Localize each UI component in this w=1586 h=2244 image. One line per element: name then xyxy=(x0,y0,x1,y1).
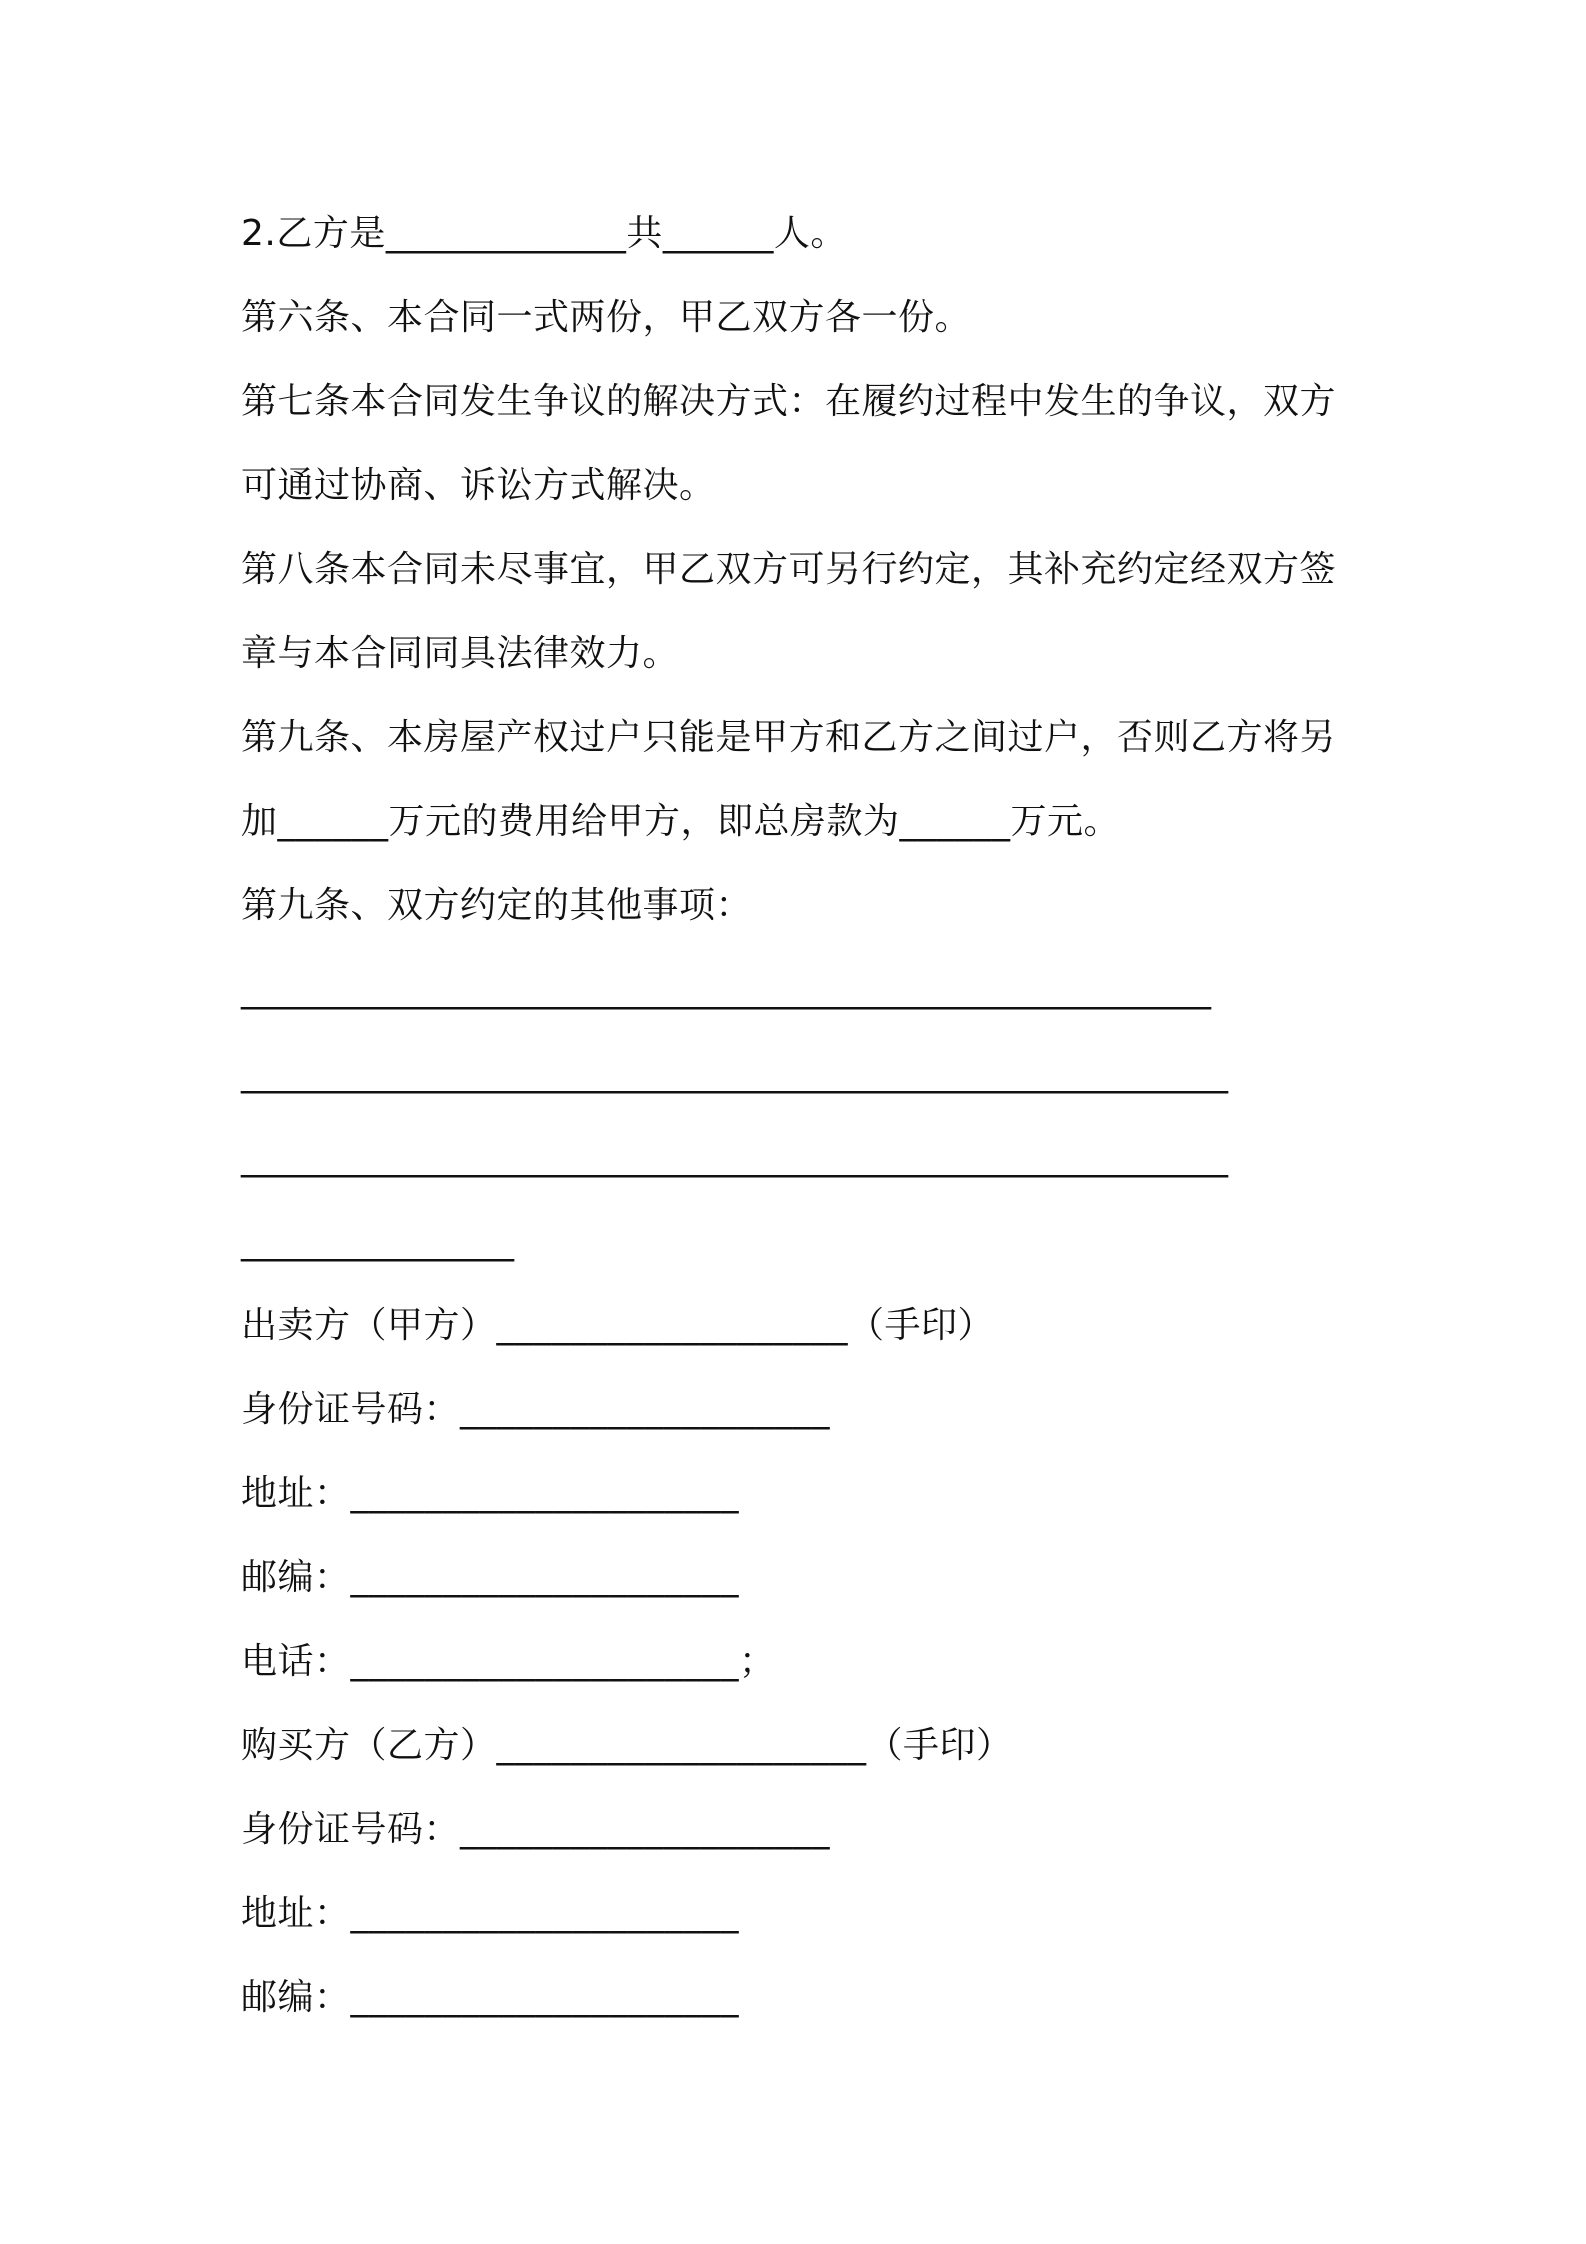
article-9-transfer-line-2: 加______万元的费用给甲方，即总房款为______万元。 xyxy=(241,801,1121,842)
buyer-signature-line: 购买方（乙方）____________________（手印） xyxy=(241,1725,1013,1766)
other-matters-blank-line: ________________ xyxy=(241,1221,513,1262)
article-9-transfer-line-1: 第九条、本房屋产权过户只能是甲方和乙方之间过户，否则乙方将另 xyxy=(241,717,1337,758)
other-matters-blank-line: __________________________________________________________ xyxy=(241,1137,1227,1178)
seller-phone-line: 电话：_____________________； xyxy=(241,1641,776,1682)
other-matters-blank-line: __________________________________________________________ xyxy=(241,1053,1227,1094)
seller-signature-line: 出卖方（甲方）___________________（手印） xyxy=(241,1305,995,1346)
article-7-line-1: 第七条本合同发生争议的解决方式：在履约过程中发生的争议，双方 xyxy=(241,381,1337,422)
seller-address-line: 地址：_____________________ xyxy=(241,1473,740,1514)
article-7-line-2: 可通过协商、诉讼方式解决。 xyxy=(241,465,716,506)
article-6: 第六条、本合同一式两份，甲乙双方各一份。 xyxy=(241,297,972,338)
party-b-count-line: 2.乙方是_____________共______人。 xyxy=(241,213,847,254)
article-8-line-1: 第八条本合同未尽事宜，甲乙双方可另行约定，其补充约定经双方签 xyxy=(241,549,1337,590)
seller-postcode-line: 邮编：_____________________ xyxy=(241,1557,740,1598)
seller-id-number-line: 身份证号码：____________________ xyxy=(241,1389,831,1430)
article-8-line-2: 章与本合同同具法律效力。 xyxy=(241,633,680,674)
buyer-address-line: 地址：_____________________ xyxy=(241,1893,740,1934)
buyer-id-number-line: 身份证号码：____________________ xyxy=(241,1809,831,1850)
other-matters-blank-line: _________________________________________________________ xyxy=(241,969,1210,1010)
buyer-postcode-line: 邮编：_____________________ xyxy=(241,1977,740,2018)
contract-content xyxy=(241,192,1361,2040)
article-9-other-matters-heading: 第九条、双方约定的其他事项： xyxy=(241,885,753,926)
